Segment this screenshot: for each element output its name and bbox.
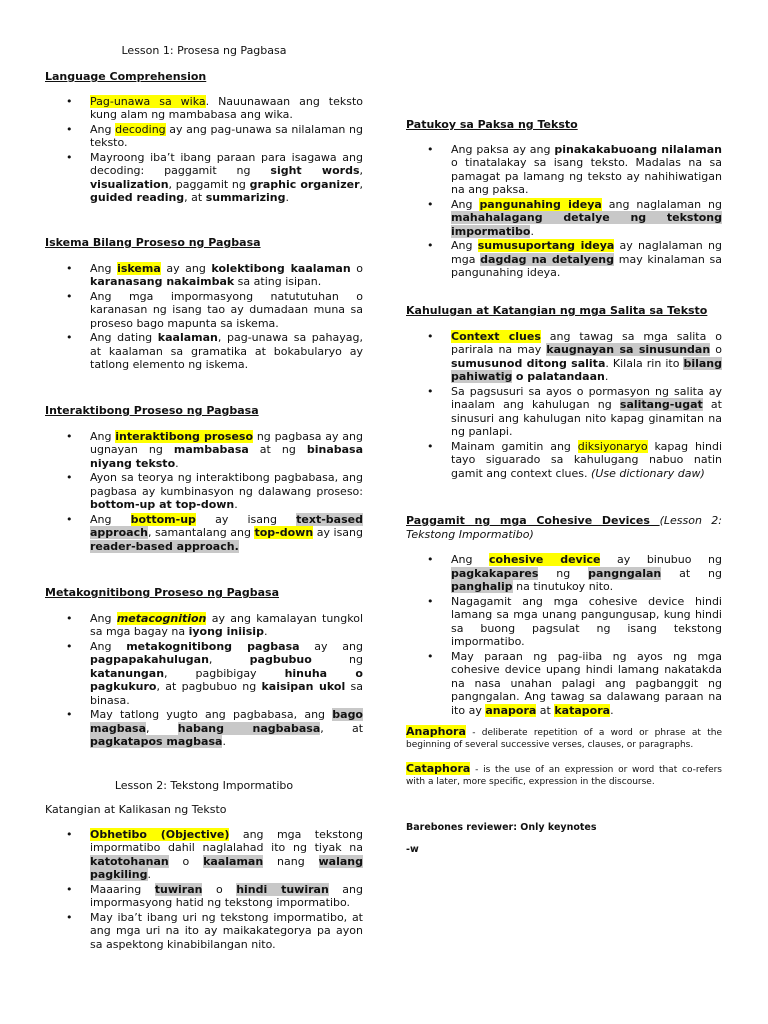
list-item: • Mainam gamitin ang diksiyonaryo kapag hindi tayo siguarado sa kahulugang nabuo natin gamit ang context clues. (Use dictionary daw) bbox=[451, 440, 722, 481]
list-item: • Mayroong iba’t ibang paraan para isagawa ang decoding: paggamit ng sight words, visualization, paggamit ng graphic organizer, guided reading, at summarizing. bbox=[90, 151, 363, 205]
list-item: • Context clues ang tawag sa mga salita o parirala na may kaugnayan sa sinusundan o sumusunod ditong salita. Kilala rin ito bilang pahiwatig o palatandaan. bbox=[451, 330, 722, 384]
section-heading: Metakognitibong Proseso ng Pagbasa bbox=[45, 586, 279, 599]
lesson2-title: Lesson 2: Tekstong Impormatibo bbox=[114, 779, 294, 792]
list-item: • May tatlong yugto ang pagbabasa, ang bago magbasa, habang nagbabasa, at pagkatapos magbasa. bbox=[90, 708, 363, 749]
bullet-list bbox=[406, 553, 722, 717]
list-item: • Ang interaktibong proseso ng pagbasa ay ang ugnayan ng mambabasa at ng binabasa niyang teksto. bbox=[90, 430, 363, 471]
lesson1-title: Lesson 1: Prosesa ng Pagbasa bbox=[121, 44, 287, 57]
signature-note: -w bbox=[406, 844, 419, 855]
section-iskema bbox=[45, 236, 363, 373]
section-kahulugan bbox=[406, 304, 722, 481]
list-item: • Ang bottom-up ay isang text-based approach, samantalang ang top-down ay isang reader-based approach. bbox=[90, 513, 363, 554]
section-paggamit bbox=[406, 514, 722, 718]
definition-anaphora: Anaphora - deliberate repetition of a word or phrase at the beginning of several successive verses, clauses, or paragraphs. bbox=[406, 725, 722, 750]
section-language-comprehension bbox=[45, 70, 363, 206]
list-item: • Ang decoding ay ang pag-unawa sa nilalaman ng teksto. bbox=[90, 123, 363, 150]
section-interaktibong bbox=[45, 404, 363, 554]
section-heading: Language Comprehension bbox=[45, 70, 207, 83]
list-item: • Ang metakognitibong pagbasa ay ang pagpapakahulugan, pagbubuo ng katanungan, pagbibigay hinuha o pagkukuro, at pagbubuo ng kaisipan ukol sa binasa. bbox=[90, 640, 363, 708]
section-heading: Iskema Bilang Proseso ng Pagbasa bbox=[45, 236, 261, 249]
list-item: • Pag-unawa sa wika. Nauunawaan ang teksto kung alam ng mambabasa ang wika. bbox=[90, 95, 363, 122]
section-heading: Katangian at Kalikasan ng Teksto bbox=[45, 803, 227, 816]
list-item: • Ang cohesive device ay binubuo ng pagkakapares ng pangngalan at ng panghalip na tinutukoy nito. bbox=[451, 553, 722, 594]
bullet-list bbox=[45, 612, 363, 749]
list-item: • Ayon sa teorya ng interaktibong pagbabasa, ang pagbasa ay kumbinasyon ng dalawang proseso: bottom-up at top-down. bbox=[90, 471, 363, 512]
list-item: • Obhetibo (Objective) ang mga tekstong impormatibo dahil naglalahad ito ng tiyak na katotohanan o kaalaman nang walang pagkiling. bbox=[90, 828, 363, 882]
bullet-list bbox=[45, 262, 363, 372]
section-heading: Kahulugan at Katangian ng mga Salita sa Teksto bbox=[406, 304, 708, 317]
section-metakognitibong bbox=[45, 586, 363, 750]
bullet-list bbox=[45, 828, 363, 952]
bullet-list bbox=[45, 95, 363, 205]
section-katangian bbox=[45, 803, 363, 952]
section-heading: Interaktibong Proseso ng Pagbasa bbox=[45, 404, 259, 417]
list-item: • May paraan ng pag-iiba ng ayos ng mga cohesive device upang hindi lamang nakatakda na nasa unahan palagi ang pagbanggit ng pangngalan. Ang tawag sa dalawang paraan na ito ay anapora at katapora. bbox=[451, 650, 722, 718]
list-item: • May iba’t ibang uri ng tekstong impormatibo, at ang mga uri na ito ay maikakategorya pa ayon sa aspektong kinabibilangan nito. bbox=[90, 911, 363, 952]
bullet-list bbox=[45, 430, 363, 554]
list-item: • Ang dating kaalaman, pag-unawa sa pahayag, at kaalaman sa gramatika at bokabularyo ay tatlong elemento ng iskema. bbox=[90, 331, 363, 372]
reviewer-note: Barebones reviewer: Only keynotes bbox=[406, 822, 597, 833]
section-heading: Paggamit ng mga Cohesive Devices (Lesson 2: Tekstong Impormatibo) bbox=[406, 514, 722, 541]
list-item: • Maaaring tuwiran o hindi tuwiran ang impormasyong hatid ng tekstong impormatibo. bbox=[90, 883, 363, 910]
list-item: • Ang sumusuportang ideya ay naglalaman ng mga dagdag na detalyeng may kinalaman sa pangunahing ideya. bbox=[451, 239, 722, 280]
list-item: • Ang iskema ay ang kolektibong kaalaman o karanasang nakaimbak sa ating isipan. bbox=[90, 262, 363, 289]
list-item: • Nagagamit ang mga cohesive device hindi lamang sa mga unang pangungusap, kung hindi sa buong pagsulat ng isang tekstong impormatibo. bbox=[451, 595, 722, 649]
list-item: • Sa pagsusuri sa ayos o pormasyon ng salita ay inaalam ang kahulugan ng salitang-ugat at sinusuri ang kahulugan nito kapag ginamitan na ng panlapi. bbox=[451, 385, 722, 439]
bullet-list bbox=[406, 330, 722, 481]
list-item: • Ang pangunahing ideya ang naglalaman ng mahahalagang detalye ng tekstong impormatibo. bbox=[451, 198, 722, 239]
list-item: • Ang mga impormasyong natututuhan o karanasan ng isang tao ay dumadaan muna sa proseso bago mapunta sa iskema. bbox=[90, 290, 363, 331]
list-item: • Ang paksa ay ang pinakakabuoang nilalaman o tinatalakay sa isang teksto. Madalas na sa pamagat pa lamang ng teksto ay nahihiwatigan na ang paksa. bbox=[451, 143, 722, 197]
section-heading: Patukoy sa Paksa ng Teksto bbox=[406, 118, 578, 131]
section-patukoy bbox=[406, 118, 722, 281]
definition-cataphora: Cataphora - is the use of an expression or word that co-refers with a later, more specific, expression in the discourse. bbox=[406, 762, 722, 787]
bullet-list bbox=[406, 143, 722, 280]
list-item: • Ang metacognition ay ang kamalayan tungkol sa mga bagay na iyong iniisip. bbox=[90, 612, 363, 639]
